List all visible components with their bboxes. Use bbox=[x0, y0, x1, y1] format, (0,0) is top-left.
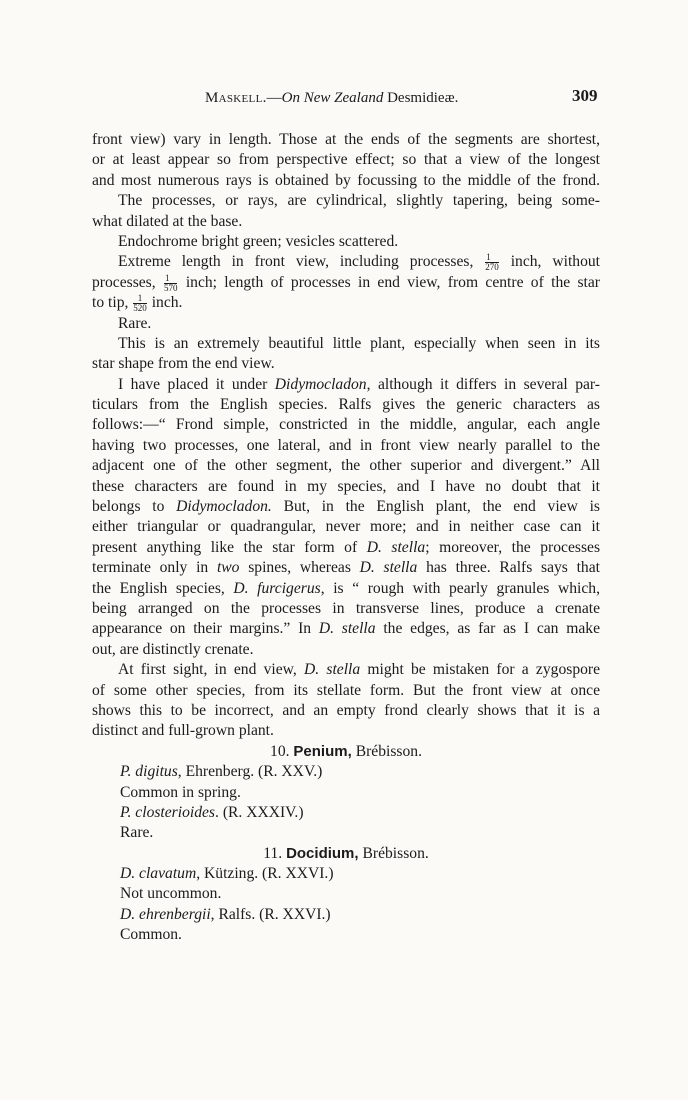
text-segment: terminate only in bbox=[92, 559, 209, 577]
text-line: ticulars from the English species. Ralfs gives the generic characters as bbox=[92, 396, 600, 414]
text-segment: ; moreover, the processes bbox=[425, 538, 601, 556]
genus-name: Didymocladon. bbox=[176, 498, 272, 516]
genus-number: 11. bbox=[263, 844, 283, 862]
text-line: Rare. bbox=[118, 314, 152, 332]
fraction-denominator: 520 bbox=[133, 303, 147, 314]
text-line: shows this to be incorrect, and an empty frond clearly shows that it is a bbox=[92, 701, 600, 719]
fraction-denominator: 270 bbox=[485, 262, 499, 273]
text-line bbox=[92, 252, 600, 272]
text-line bbox=[92, 619, 600, 639]
species-note: Common in spring. bbox=[120, 783, 241, 801]
text-line bbox=[92, 375, 600, 395]
species-name: D. furcigerus bbox=[233, 579, 321, 597]
text-line: adjacent one of the other segment, the other superior and divergent.” All bbox=[92, 457, 600, 475]
species-citation: , Kützing. (R. XXVI.) bbox=[196, 865, 334, 883]
text-segment: might be mistaken for a zygospore bbox=[367, 661, 601, 679]
species-name: D. stella bbox=[366, 538, 426, 556]
page-body bbox=[92, 130, 600, 946]
text-segment: processes, bbox=[92, 273, 156, 291]
text-segment: inch; length of processes in end view, from centre of the star bbox=[185, 273, 600, 291]
species-citation: . (R. XXXIV.) bbox=[215, 803, 304, 821]
text-segment: At first sight, in end view, bbox=[118, 661, 297, 679]
text-segment: But, in the English plant, the end view is bbox=[283, 498, 600, 516]
text-segment: spines, whereas bbox=[248, 559, 351, 577]
genus-title: Penium, bbox=[293, 742, 352, 760]
species-entry bbox=[92, 803, 600, 823]
author-name: Maskell. bbox=[205, 90, 267, 106]
text-segment: inch, without bbox=[510, 253, 600, 271]
text-segment: I have placed it under bbox=[118, 375, 268, 393]
species-name: D. stella bbox=[359, 559, 418, 577]
species-entry bbox=[92, 905, 600, 925]
title-desmidieae: Desmidieæ. bbox=[387, 90, 459, 106]
text-segment: has three. Ralfs says that bbox=[426, 559, 600, 577]
running-header bbox=[0, 86, 688, 110]
text-line: out, are distinctly crenate. bbox=[92, 640, 254, 658]
text-line: This is an extremely beautiful little plant, especially when seen in its bbox=[118, 334, 600, 352]
text-segment: appearance on their margins.” In bbox=[92, 620, 312, 638]
title-new-zealand: New Zealand bbox=[303, 90, 384, 106]
text-line: follows:—“ Frond simple, constricted in the middle, angular, each angle bbox=[92, 416, 600, 434]
genus-name: Didymocladon bbox=[274, 375, 367, 393]
text-line bbox=[92, 660, 600, 680]
text-line bbox=[92, 538, 600, 558]
text-line bbox=[92, 273, 600, 293]
text-line: Endochrome bright green; vesicles scattered. bbox=[118, 232, 399, 250]
text-segment: , although it differs in several par- bbox=[366, 375, 600, 393]
species-citation: , Ehrenberg. (R. XXV.) bbox=[177, 763, 323, 781]
running-title bbox=[205, 90, 458, 107]
species-name: P. closterioides bbox=[120, 803, 216, 821]
genus-heading bbox=[92, 844, 600, 864]
title-on: On bbox=[281, 90, 300, 106]
fraction bbox=[164, 274, 178, 293]
text-segment: Extreme length in front view, including processes, bbox=[118, 253, 474, 271]
genus-number: 10. bbox=[270, 742, 290, 760]
species-name: D. ehrenbergii bbox=[120, 905, 211, 923]
text-line: being arranged on the processes in transverse lines, produce a crenate bbox=[92, 599, 600, 617]
text-segment: present anything like the star form of bbox=[92, 538, 358, 556]
species-citation: , Ralfs. (R. XXVI.) bbox=[210, 905, 331, 923]
text-line: or at least appear so from perspective effect; so that a view of the longest bbox=[92, 151, 600, 169]
text-line: front view) vary in length. Those at the ends of the segments are shortest, bbox=[92, 131, 600, 148]
species-name: D. stella bbox=[318, 620, 376, 638]
text-segment: the English species, bbox=[92, 579, 225, 597]
text-segment: to tip, bbox=[92, 294, 129, 312]
title-dash: — bbox=[266, 90, 282, 106]
species-name: P. digitus bbox=[120, 763, 178, 781]
species-name: D. clavatum bbox=[120, 865, 197, 883]
fraction-numerator: 1 bbox=[164, 274, 178, 284]
text-line: these characters are found in my species, and I have no doubt that it bbox=[92, 477, 600, 495]
text-segment: , is “ rough with pearly granules which, bbox=[320, 579, 600, 597]
text-line bbox=[92, 293, 600, 313]
text-line bbox=[92, 497, 600, 517]
species-name: D. stella bbox=[304, 661, 361, 679]
text-line: either triangular or quadrangular, never more; and in neither case can it bbox=[92, 518, 600, 536]
text-line: what dilated at the base. bbox=[92, 212, 243, 230]
text-segment: inch. bbox=[151, 294, 183, 312]
text-segment: belongs to bbox=[92, 498, 165, 516]
genus-title: Docidium, bbox=[286, 844, 359, 862]
text-line: of some other species, from its stellate form. But the front view at once bbox=[92, 681, 600, 699]
page-number: 309 bbox=[572, 86, 598, 105]
text-line: star shape from the end view. bbox=[92, 355, 275, 373]
fraction bbox=[133, 294, 147, 313]
fraction bbox=[485, 253, 499, 272]
text-line: distinct and full-grown plant. bbox=[92, 722, 274, 740]
emphasis: two bbox=[216, 559, 240, 577]
genus-authority: Brébisson. bbox=[362, 844, 429, 862]
text-line bbox=[92, 579, 600, 599]
text-line: having two processes, one lateral, and in front view nearly parallel to the bbox=[92, 436, 600, 454]
species-entry bbox=[92, 762, 600, 782]
species-entry bbox=[92, 864, 600, 884]
species-note: Common. bbox=[120, 926, 182, 944]
fraction-numerator: 1 bbox=[133, 294, 147, 304]
species-note: Rare. bbox=[120, 824, 154, 842]
text-line: and most numerous rays is obtained by focussing to the middle of the frond. bbox=[92, 171, 600, 189]
species-note: Not uncommon. bbox=[120, 885, 222, 903]
text-segment: the edges, as far as I can make bbox=[383, 620, 601, 638]
text-line: The processes, or rays, are cylindrical, slightly tapering, being some- bbox=[118, 192, 600, 210]
genus-heading bbox=[92, 742, 600, 762]
genus-authority: Brébisson. bbox=[355, 742, 422, 760]
fraction-numerator: 1 bbox=[485, 253, 499, 263]
fraction-denominator: 570 bbox=[163, 282, 178, 293]
text-line bbox=[92, 558, 600, 578]
